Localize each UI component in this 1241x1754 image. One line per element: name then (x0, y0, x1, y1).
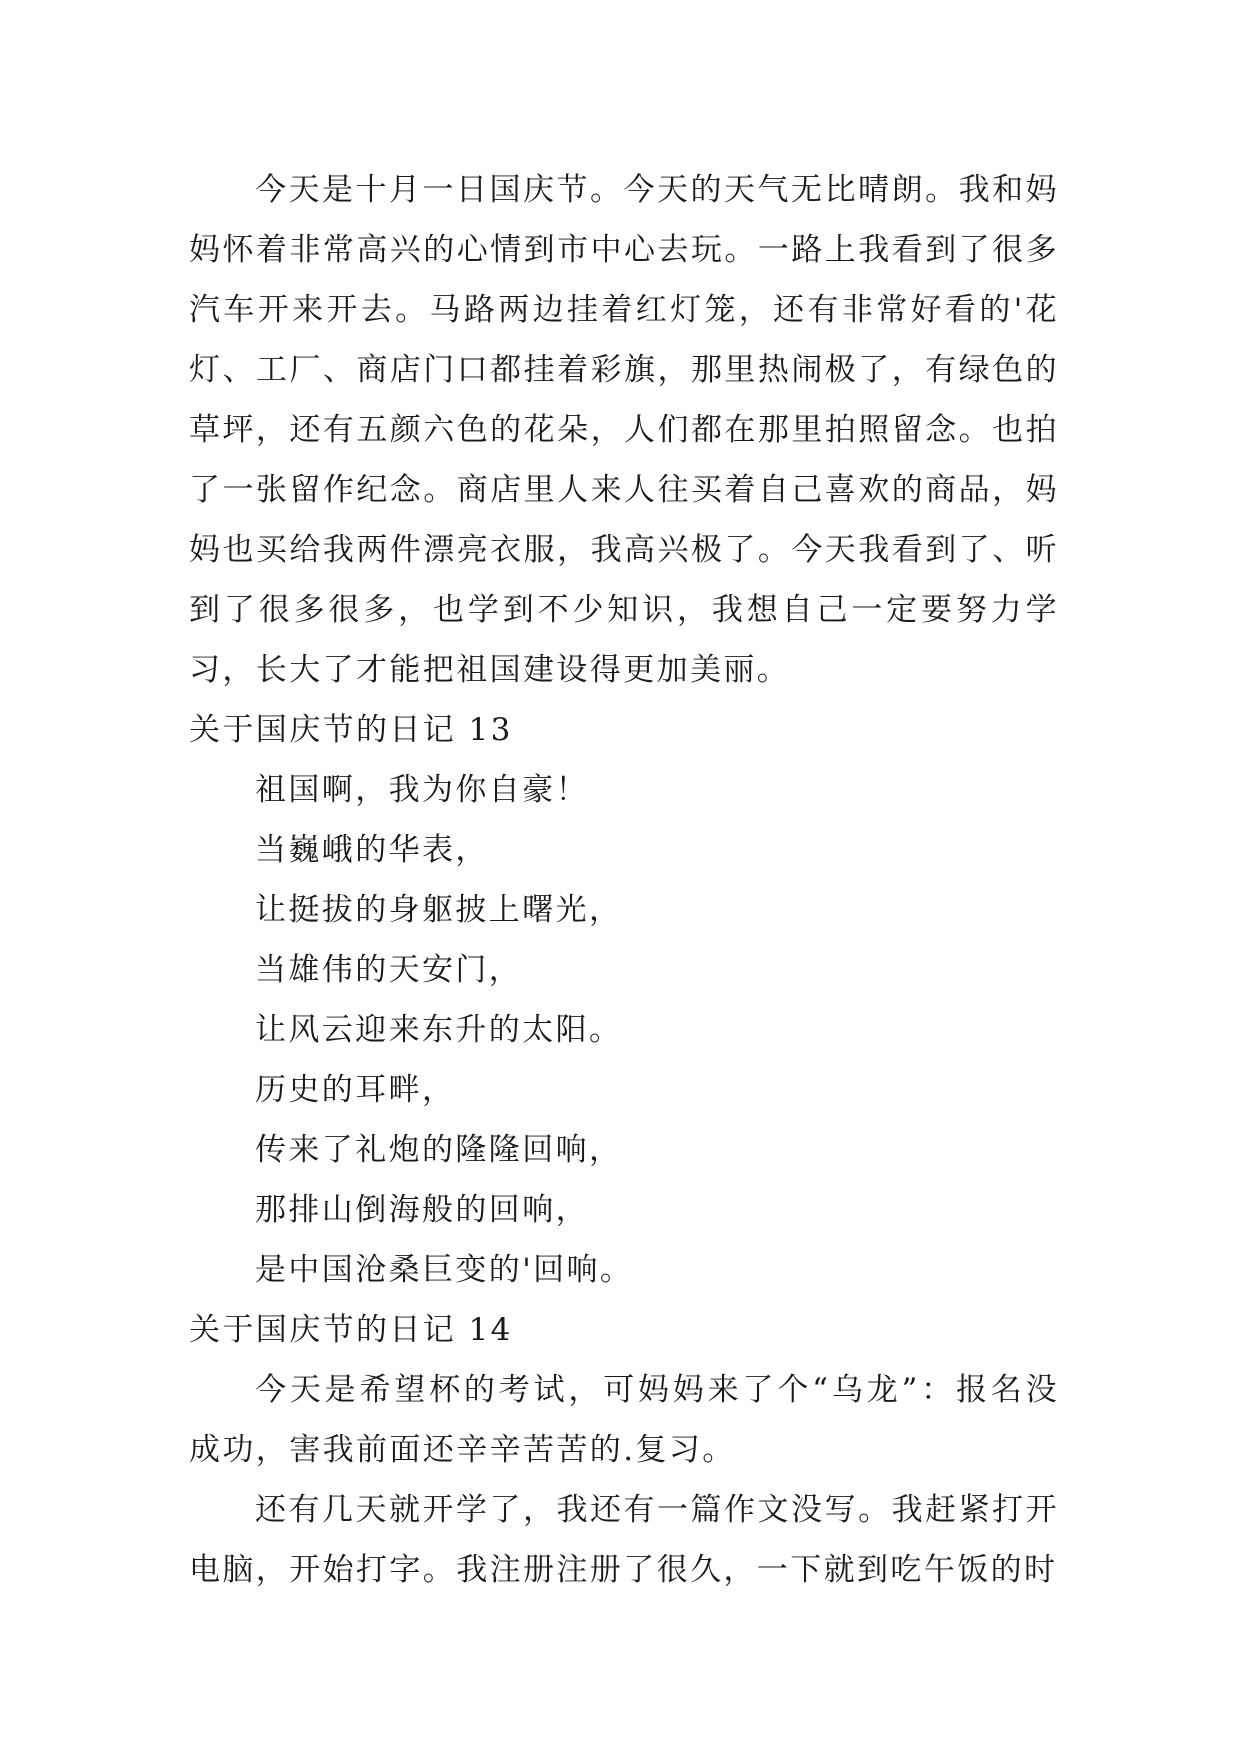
poem-line: 是中国沧桑巨变的'回响。 (255, 1252, 634, 1288)
poem-line: 当雄伟的天安门， (255, 952, 523, 988)
poem-line: 祖国啊，我为你自豪！ (255, 772, 589, 808)
poem-line: 当巍峨的华表， (255, 832, 489, 868)
poem-line: 让风云迎来东升的太阳。 (255, 1012, 623, 1048)
diary-heading-13: 关于国庆节的日记 13 (189, 712, 513, 748)
diary-heading-14: 关于国庆节的日记 14 (189, 1312, 513, 1348)
poem-line: 传来了礼炮的隆隆回响， (255, 1132, 623, 1168)
paragraph-exam: 今天是希望杯的考试，可妈妈来了个“乌龙”：报名没成功，害我前面还辛辛苦苦的.复习。 (189, 1372, 1059, 1468)
poem-line: 那排山倒海般的回响， (255, 1192, 589, 1228)
paragraph-composition: 还有几天就开学了，我还有一篇作文没写。我赶紧打开电脑，开始打字。我注册注册了很久，一下就到吃午饭的时 (189, 1492, 1059, 1588)
poem-line: 让挺拔的身躯披上曙光， (255, 892, 623, 928)
poem-line: 历史的耳畔， (255, 1072, 456, 1108)
document-body (189, 160, 1059, 1600)
poem (189, 760, 1059, 1300)
paragraph-national-day: 今天是十月一日国庆节。今天的天气无比晴朗。我和妈妈怀着非常高兴的心情到市中心去玩。一路上我看到了很多汽车开来开去。马路两边挂着红灯笼，还有非常好看的'花灯、工厂、商店门口都挂着彩旗，那里热闹极了，有绿色的草坪，还有五颜六色的花朵，人们都在那里拍照留念。也拍了一张留作纪念。商店里人来人往买着自己喜欢的商品，妈妈也买给我两件漂亮衣服，我高兴极了。今天我看到了、听到了很多很多，也学到不少知识，我想自己一定要努力学习，长大了才能把祖国建设得更加美丽。 (189, 172, 1059, 688)
